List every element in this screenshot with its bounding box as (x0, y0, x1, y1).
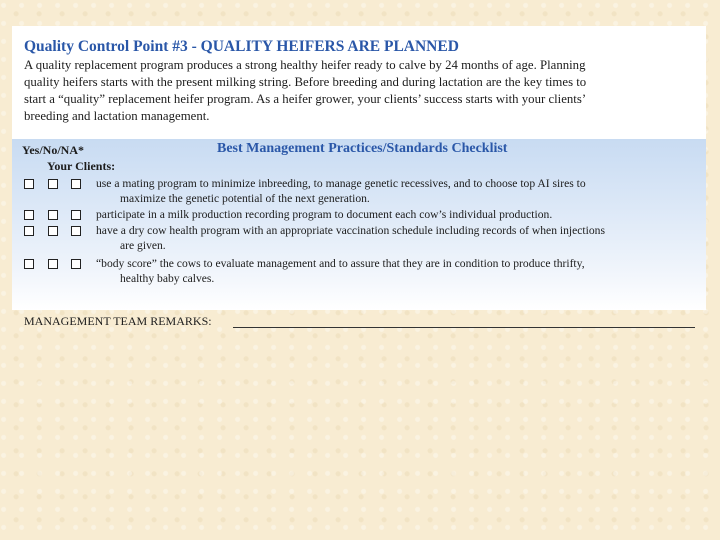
item-text: use a mating program to minimize inbreeding, to manage genetic recessives, and to choose top AI sires to (96, 177, 586, 190)
no-checkbox[interactable] (48, 179, 58, 189)
item-text-continued: maximize the genetic potential of the next generation. (120, 192, 370, 205)
na-checkbox[interactable] (71, 179, 81, 189)
na-checkbox[interactable] (71, 226, 81, 236)
no-checkbox[interactable] (48, 210, 58, 220)
item-text: have a dry cow health program with an appropriate vaccination schedule including records of when injections (96, 224, 605, 237)
document-header (12, 26, 706, 139)
clients-subheader: Your Clients: (47, 159, 116, 173)
item-text: participate in a milk production recording program to document each cow’s individual production. (96, 208, 553, 221)
item-text-continued: healthy baby calves. (120, 272, 215, 285)
na-checkbox[interactable] (71, 259, 81, 269)
checklist-section (12, 139, 706, 328)
intro-line: breeding and lactation management. (24, 109, 210, 123)
intro-line: start a “quality” replacement heifer program. As a heifer grower, your clients’ success starts with your clients’ (24, 92, 587, 106)
no-checkbox[interactable] (48, 259, 58, 269)
remarks-input-line[interactable] (233, 327, 695, 328)
column-header: Yes/No/NA* (22, 143, 84, 157)
intro-line: quality heifers starts with the present milking string. Before breeding and during lactation are the key times to (24, 75, 587, 89)
na-checkbox[interactable] (71, 210, 81, 220)
remarks-label: MANAGEMENT TEAM REMARKS: (24, 314, 212, 328)
intro-line: A quality replacement program produces a strong healthy heifer ready to calve by 24 months of age. Planning (24, 58, 586, 72)
document-title: Quality Control Point #3 - QUALITY HEIFERS ARE PLANNED (24, 38, 459, 55)
yes-checkbox[interactable] (24, 210, 34, 220)
intro-paragraph (24, 57, 700, 125)
item-text: “body score” the cows to evaluate management and to assure that they are in condition to produce thrifty, (96, 257, 585, 270)
checklist-title: Best Management Practices/Standards Checklist (217, 141, 508, 156)
yes-checkbox[interactable] (24, 259, 34, 269)
item-text-continued: are given. (120, 239, 166, 252)
yes-checkbox[interactable] (24, 179, 34, 189)
document-panel (12, 26, 706, 328)
no-checkbox[interactable] (48, 226, 58, 236)
yes-checkbox[interactable] (24, 226, 34, 236)
